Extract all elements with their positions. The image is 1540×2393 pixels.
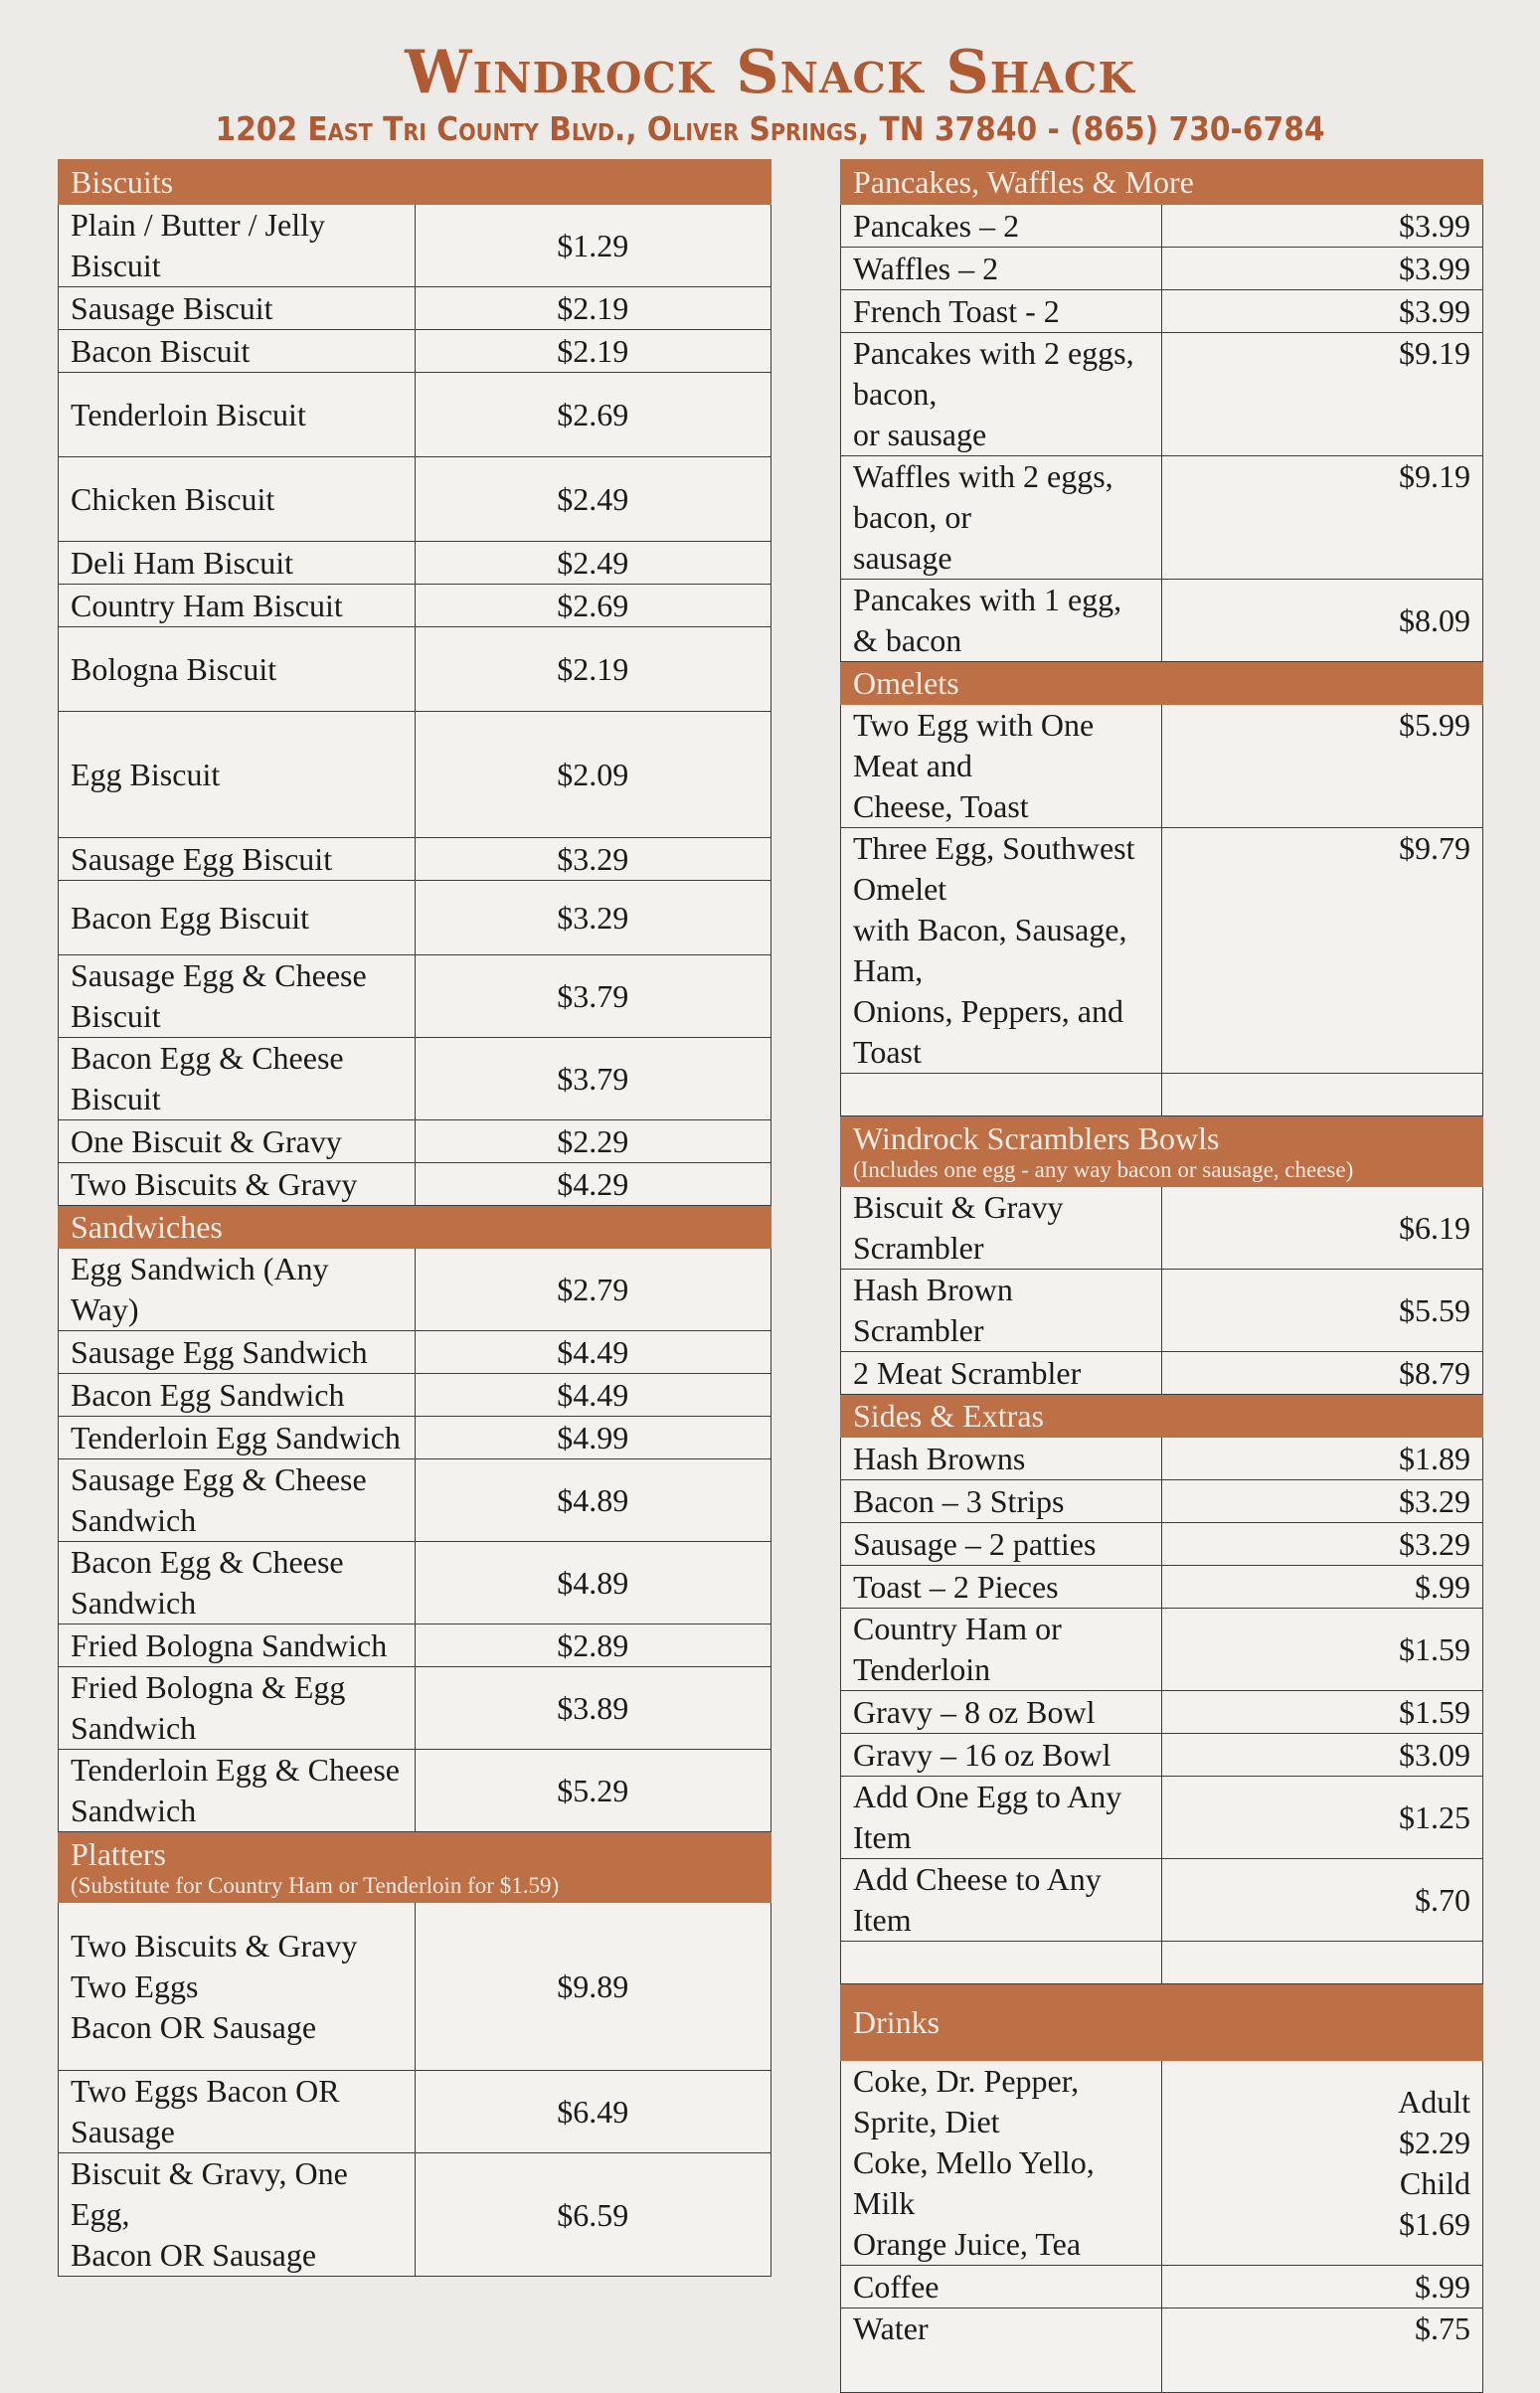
side-item-row	[841, 1480, 1483, 1523]
side-item-row	[841, 1523, 1483, 1566]
scrambler-item-name: 2 Meat Scrambler	[841, 1352, 1162, 1395]
pancake-item-row	[841, 580, 1483, 662]
pancakes-section-title	[841, 160, 1483, 205]
sandwich-item-row	[59, 1374, 771, 1417]
pancake-item-name: French Toast - 2	[841, 290, 1162, 333]
side-item-price: $3.29	[1162, 1480, 1483, 1523]
blank-name	[841, 1942, 1162, 1984]
biscuit-item-name: Egg Biscuit	[59, 712, 416, 838]
pancake-item-row	[841, 248, 1483, 290]
sides-section-title-text: Sides & Extras	[853, 1398, 1044, 1434]
side-item-price: $1.89	[1162, 1438, 1483, 1480]
biscuit-item-price: $2.19	[415, 627, 771, 712]
pancake-item-price: $8.09	[1162, 580, 1483, 662]
biscuit-item-price: $2.49	[415, 542, 771, 585]
side-item-row	[841, 1691, 1483, 1734]
sandwich-item-row	[59, 1667, 771, 1750]
biscuit-item-row	[59, 457, 771, 542]
side-item-name: Country Ham or Tenderloin	[841, 1609, 1162, 1691]
scrambler-item-name: Biscuit & Gravy Scrambler	[841, 1187, 1162, 1270]
side-item-price: $.70	[1162, 1859, 1483, 1942]
scrambler-item-price: $6.19	[1162, 1187, 1483, 1270]
side-item-name: Toast – 2 Pieces	[841, 1566, 1162, 1609]
biscuit-item-price: $2.69	[415, 585, 771, 627]
biscuit-item-row	[59, 627, 771, 712]
biscuit-item-price: $3.29	[415, 838, 771, 881]
drink-item-row	[841, 2266, 1483, 2308]
sandwich-item-price: $4.99	[415, 1417, 771, 1459]
child-label: Child	[1399, 2164, 1470, 2201]
side-item-row	[841, 1609, 1483, 1691]
scrambler-item-row	[841, 1270, 1483, 1352]
side-item-price: $1.59	[1162, 1609, 1483, 1691]
sandwich-item-name: Bacon Egg & Cheese Sandwich	[59, 1542, 416, 1624]
biscuit-item-row	[59, 287, 771, 330]
soft-drinks-prices	[1162, 2061, 1483, 2266]
biscuit-item-name: Country Ham Biscuit	[59, 585, 416, 627]
omelets-section-title-text: Omelets	[853, 665, 959, 701]
scrambler-item-price: $8.79	[1162, 1352, 1483, 1395]
omelet-item-row	[841, 828, 1483, 1074]
biscuit-item-row	[59, 585, 771, 627]
side-item-name: Add One Egg to Any Item	[841, 1777, 1162, 1859]
left-menu-table	[58, 159, 771, 2277]
drink-item-price: $.99	[1162, 2266, 1483, 2308]
adult-label: Adult	[1398, 2083, 1470, 2120]
biscuits-section-title	[59, 160, 771, 205]
biscuit-item-price: $3.79	[415, 955, 771, 1038]
left-column	[58, 159, 771, 2277]
sandwiches-section-title-text: Sandwiches	[71, 1209, 223, 1245]
pancakes-section-title-text: Pancakes, Waffles & More	[853, 164, 1194, 200]
biscuit-item-name: Bologna Biscuit	[59, 627, 416, 712]
soft-drinks-row	[841, 2061, 1483, 2266]
sandwich-item-name: Sausage Egg & Cheese Sandwich	[59, 1459, 416, 1542]
scramblers-section-title-text: Windrock Scramblers Bowls	[853, 1120, 1220, 1156]
sandwich-item-price: $2.89	[415, 1624, 771, 1667]
right-menu-table	[840, 159, 1483, 2393]
biscuit-item-name: One Biscuit & Gravy	[59, 1120, 416, 1163]
biscuit-item-price: $2.69	[415, 373, 771, 457]
biscuit-item-name: Two Biscuits & Gravy	[59, 1163, 416, 1206]
pancake-item-price: $3.99	[1162, 248, 1483, 290]
side-item-row	[841, 1438, 1483, 1480]
biscuits-section-title-text: Biscuits	[71, 164, 174, 200]
biscuit-item-name: Sausage Biscuit	[59, 287, 416, 330]
scramblers-section-title	[841, 1116, 1483, 1187]
side-item-price: $1.59	[1162, 1691, 1483, 1734]
pancake-item-price: $3.99	[1162, 205, 1483, 248]
drink-item-name: Coffee	[841, 2266, 1162, 2308]
platter-item-name: Biscuit & Gravy, One Egg, Bacon OR Sausage	[59, 2153, 416, 2277]
biscuit-item-row	[59, 955, 771, 1038]
side-item-price: $.99	[1162, 1566, 1483, 1609]
platter-item-name: Two Eggs Bacon OR Sausage	[59, 2071, 416, 2153]
biscuit-item-name: Sausage Egg Biscuit	[59, 838, 416, 881]
pancake-item-price: $3.99	[1162, 290, 1483, 333]
sandwich-item-price: $4.89	[415, 1459, 771, 1542]
sandwich-item-name: Sausage Egg Sandwich	[59, 1331, 416, 1374]
biscuit-item-row	[59, 1038, 771, 1120]
sandwich-item-price: $5.29	[415, 1750, 771, 1832]
biscuit-item-row	[59, 330, 771, 373]
drinks-section-header	[841, 1984, 1483, 2061]
sandwich-item-name: Fried Bologna & Egg Sandwich	[59, 1667, 416, 1750]
omelets-section-title	[841, 662, 1483, 705]
side-item-price: $3.29	[1162, 1523, 1483, 1566]
biscuit-item-name: Bacon Egg Biscuit	[59, 881, 416, 955]
drink-item-row	[841, 2308, 1483, 2393]
sandwiches-section-header	[59, 1206, 771, 1249]
blank-row	[841, 1942, 1483, 1984]
scrambler-item-name: Hash Brown Scrambler	[841, 1270, 1162, 1352]
platter-item-name: Two Biscuits & Gravy Two Eggs Bacon OR Sausage	[59, 1903, 416, 2071]
side-item-price: $3.09	[1162, 1734, 1483, 1777]
side-item-row	[841, 1734, 1483, 1777]
sandwich-item-row	[59, 1459, 771, 1542]
sandwich-item-row	[59, 1750, 771, 1832]
omelet-item-name: Three Egg, Southwest Omelet with Bacon, Sausage, Ham, Onions, Peppers, and Toast	[841, 828, 1162, 1074]
biscuit-item-name: Bacon Biscuit	[59, 330, 416, 373]
omelet-item-price: $5.99	[1162, 705, 1483, 828]
sandwiches-section-title	[59, 1206, 771, 1249]
biscuit-item-price: $1.29	[415, 205, 771, 287]
sandwich-item-row	[59, 1624, 771, 1667]
biscuit-item-price: $3.29	[415, 881, 771, 955]
drinks-section-title	[841, 1984, 1483, 2061]
pancake-item-name: Waffles – 2	[841, 248, 1162, 290]
sandwich-item-name: Tenderloin Egg Sandwich	[59, 1417, 416, 1459]
scramblers-section-subtitle: (Includes one egg - any way bacon or sausage, cheese)	[853, 1157, 1354, 1182]
side-item-row	[841, 1859, 1483, 1942]
biscuit-item-row	[59, 373, 771, 457]
platter-item-price: $6.59	[415, 2153, 771, 2277]
platters-section-title	[59, 1832, 771, 1903]
platters-section-title-text: Platters	[71, 1836, 166, 1872]
drink-item-name: Water	[841, 2308, 1162, 2393]
biscuits-section-header	[59, 160, 771, 205]
platters-section-subtitle: (Substitute for Country Ham or Tenderloin for $1.59)	[71, 1873, 560, 1898]
sandwich-item-row	[59, 1331, 771, 1374]
biscuit-item-name: Plain / Butter / Jelly Biscuit	[59, 205, 416, 287]
restaurant-title: Windrock Snack Shack	[405, 38, 1135, 107]
sandwich-item-price: $3.89	[415, 1667, 771, 1750]
scramblers-section-header	[841, 1116, 1483, 1187]
omelet-item-name: Two Egg with One Meat and Cheese, Toast	[841, 705, 1162, 828]
sandwich-item-price: $4.49	[415, 1374, 771, 1417]
drinks-section-title-text: Drinks	[853, 2004, 941, 2040]
side-item-name: Hash Browns	[841, 1438, 1162, 1480]
biscuit-item-row	[59, 1163, 771, 1206]
biscuit-item-price: $4.29	[415, 1163, 771, 1206]
right-column	[840, 159, 1483, 2393]
pancake-item-row	[841, 456, 1483, 580]
omelet-item-price: $9.79	[1162, 828, 1483, 1074]
pancakes-section-header	[841, 160, 1483, 205]
blank-price	[1162, 1942, 1483, 1984]
sides-section-header	[841, 1395, 1483, 1438]
platter-item-row	[59, 2153, 771, 2277]
sandwich-item-row	[59, 1542, 771, 1624]
soft-drinks-name: Coke, Dr. Pepper, Sprite, Diet Coke, Mello Yello, Milk Orange Juice, Tea	[841, 2061, 1162, 2266]
biscuit-item-name: Tenderloin Biscuit	[59, 373, 416, 457]
pancake-item-name: Waffles with 2 eggs, bacon, or sausage	[841, 456, 1162, 580]
sandwich-item-price: $4.89	[415, 1542, 771, 1624]
pancake-item-row	[841, 290, 1483, 333]
biscuit-item-price: $2.09	[415, 712, 771, 838]
side-item-name: Sausage – 2 patties	[841, 1523, 1162, 1566]
blank-price	[1162, 1074, 1483, 1116]
blank-name	[841, 1074, 1162, 1116]
biscuit-item-price: $2.29	[415, 1120, 771, 1163]
pancake-item-row	[841, 333, 1483, 456]
omelet-item-row	[841, 705, 1483, 828]
menu-header	[0, 38, 1540, 149]
sandwich-item-name: Tenderloin Egg & Cheese Sandwich	[59, 1750, 416, 1832]
restaurant-address: 1202 East Tri County Blvd., Oliver Springs, TN 37840 - (865) 730-6784	[215, 109, 1325, 148]
biscuit-item-row	[59, 712, 771, 838]
pancake-item-price: $9.19	[1162, 456, 1483, 580]
biscuit-item-name: Chicken Biscuit	[59, 457, 416, 542]
child-price: $1.69	[1399, 2205, 1470, 2242]
biscuit-item-name: Bacon Egg & Cheese Biscuit	[59, 1038, 416, 1120]
biscuit-item-row	[59, 542, 771, 585]
side-item-name: Bacon – 3 Strips	[841, 1480, 1162, 1523]
sandwich-item-price: $2.79	[415, 1249, 771, 1331]
adult-price: $2.29	[1399, 2124, 1470, 2160]
side-item-name: Add Cheese to Any Item	[841, 1859, 1162, 1942]
biscuit-item-name: Deli Ham Biscuit	[59, 542, 416, 585]
scrambler-item-row	[841, 1187, 1483, 1270]
biscuit-item-price: $2.19	[415, 287, 771, 330]
side-item-price: $1.25	[1162, 1777, 1483, 1859]
blank-row	[841, 1074, 1483, 1116]
platters-section-header	[59, 1832, 771, 1903]
pancake-item-row	[841, 205, 1483, 248]
sandwich-item-row	[59, 1249, 771, 1331]
side-item-name: Gravy – 8 oz Bowl	[841, 1691, 1162, 1734]
side-item-row	[841, 1777, 1483, 1859]
biscuit-item-price: $2.49	[415, 457, 771, 542]
platter-item-row	[59, 1903, 771, 2071]
pancake-item-name: Pancakes – 2	[841, 205, 1162, 248]
biscuit-item-row	[59, 205, 771, 287]
drink-item-price: $.75	[1162, 2308, 1483, 2393]
platter-item-price: $9.89	[415, 1903, 771, 2071]
sandwich-item-price: $4.49	[415, 1331, 771, 1374]
sandwich-item-name: Bacon Egg Sandwich	[59, 1374, 416, 1417]
biscuit-item-name: Sausage Egg & Cheese Biscuit	[59, 955, 416, 1038]
sides-section-title	[841, 1395, 1483, 1438]
side-item-row	[841, 1566, 1483, 1609]
pancake-item-name: Pancakes with 1 egg, & bacon	[841, 580, 1162, 662]
platter-item-price: $6.49	[415, 2071, 771, 2153]
platter-item-row	[59, 2071, 771, 2153]
biscuit-item-row	[59, 881, 771, 955]
biscuit-item-price: $2.19	[415, 330, 771, 373]
pancake-item-name: Pancakes with 2 eggs, bacon, or sausage	[841, 333, 1162, 456]
sandwich-item-row	[59, 1417, 771, 1459]
scrambler-item-row	[841, 1352, 1483, 1395]
pancake-item-price: $9.19	[1162, 333, 1483, 456]
biscuit-item-row	[59, 1120, 771, 1163]
sandwich-item-name: Fried Bologna Sandwich	[59, 1624, 416, 1667]
biscuit-item-row	[59, 838, 771, 881]
scrambler-item-price: $5.59	[1162, 1270, 1483, 1352]
sandwich-item-name: Egg Sandwich (Any Way)	[59, 1249, 416, 1331]
biscuit-item-price: $3.79	[415, 1038, 771, 1120]
omelets-section-header	[841, 662, 1483, 705]
side-item-name: Gravy – 16 oz Bowl	[841, 1734, 1162, 1777]
